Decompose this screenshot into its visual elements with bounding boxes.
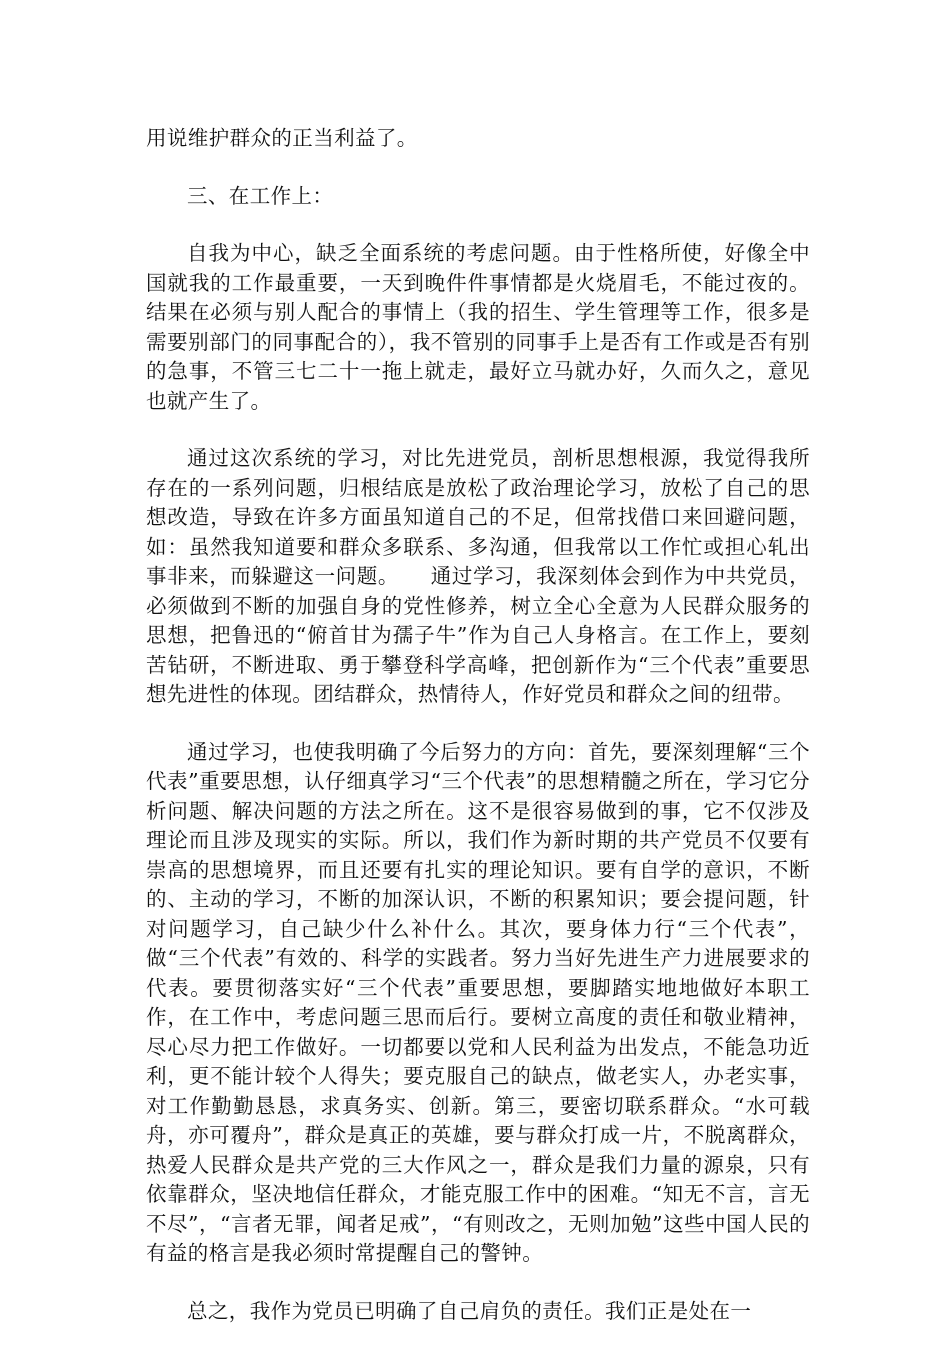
paragraph-self-centered: 自我为中心，缺乏全面系统的考虑问题。由于性格所使，好像全中国就我的工作最重要，一天到晚件件事情都是火烧眉毛，不能过夜的。结果在必须与别人配合的事情上（我的招生、学生管理等工作，很多是需要别部门的同事配合的），我不管别的同事手上是否有工作或是否有别的急事，不管三七二十一拖上就走，最好立马就办好，久而久之，意见也就产生了。: [146, 241, 810, 413]
paragraph-conclusion: 总之，我作为党员已明确了自己肩负的责任。我们正是处在一: [187, 1298, 752, 1323]
paragraph-future-direction: 通过学习，也使我明确了今后努力的方向：首先，要深刻理解“三个代表”重要思想，认仔细真学习“三个代表”的思想精髓之所在，学习它分析问题、解决问题的方法之所在。这不是很容易做到的事，它不仅涉及理论而且涉及现实的实际。所以，我们作为新时期的共产党员不仅要有崇高的思想境界，而且还要有扎实的理论知识。要有自学的意识，不断的、主动的学习，不断的加深认识，不断的积累知识；要会提问题，针对问题学习，自己缺少什么补什么。其次，要身体力行“三个代表”，做“三个代表”有效的、科学的实践者。努力当好先进生产力进展要求的代表。要贯彻落实好“三个代表”重要思想，要脚踏实地地做好本职工作，在工作中，考虑问题三思而后行。要树立高度的责任和敬业精神，尽心尽力把工作做好。一切都要以党和人民利益为出发点，不能急功近利，更不能计较个人得失；要克服自己的缺点，做老实人，办老实事，对工作勤勤恳恳，求真务实、创新。第三，要密切联系群众。“水可载舟，亦可覆舟”，群众是真正的英雄，要与群众打成一片，不脱离群众，热爱人民群众是共产党的三大作风之一，群众是我们力量的源泉，只有依靠群众，坚决地信任群众，才能克服工作中的困难。“知无不言，言无不尽”，“言者无罪，闻者足戒”，“有则改之，无则加勉”这些中国人民的有益的格言是我必须时常提醒自己的警钟。: [146, 739, 810, 1265]
document-body: [146, 124, 810, 1354]
section-heading-work: 三、在工作上：: [187, 183, 334, 208]
paragraph-continuation: 用说维护群众的正当利益了。: [146, 126, 418, 150]
paragraph-study-reflection: 通过这次系统的学习，对比先进党员，剖析思想根源，我觉得我所存在的一系列问题，归根结底是放松了政治理论学习，放松了自己的思想改造，导致在许多方面虽知道自己的不足，但常找借口来回避问题，如：虽然我知道要和群众多联系、多沟通，但我常以工作忙或担心轧出事非来，而躲避这一问题。 通过学习，我深刻体会到作为中共党员，必须做到不断的加强自身的党性修养，树立全心全意为人民群众服务的思想，把鲁迅的“俯首甘为孺子牛”作为自己人身格言。在工作上，要刻苦钻研，不断进取、勇于攀登科学高峰，把创新作为“三个代表”重要思想先进性的体现。团结群众，热情待人，作好党员和群众之间的纽带。: [146, 446, 810, 706]
